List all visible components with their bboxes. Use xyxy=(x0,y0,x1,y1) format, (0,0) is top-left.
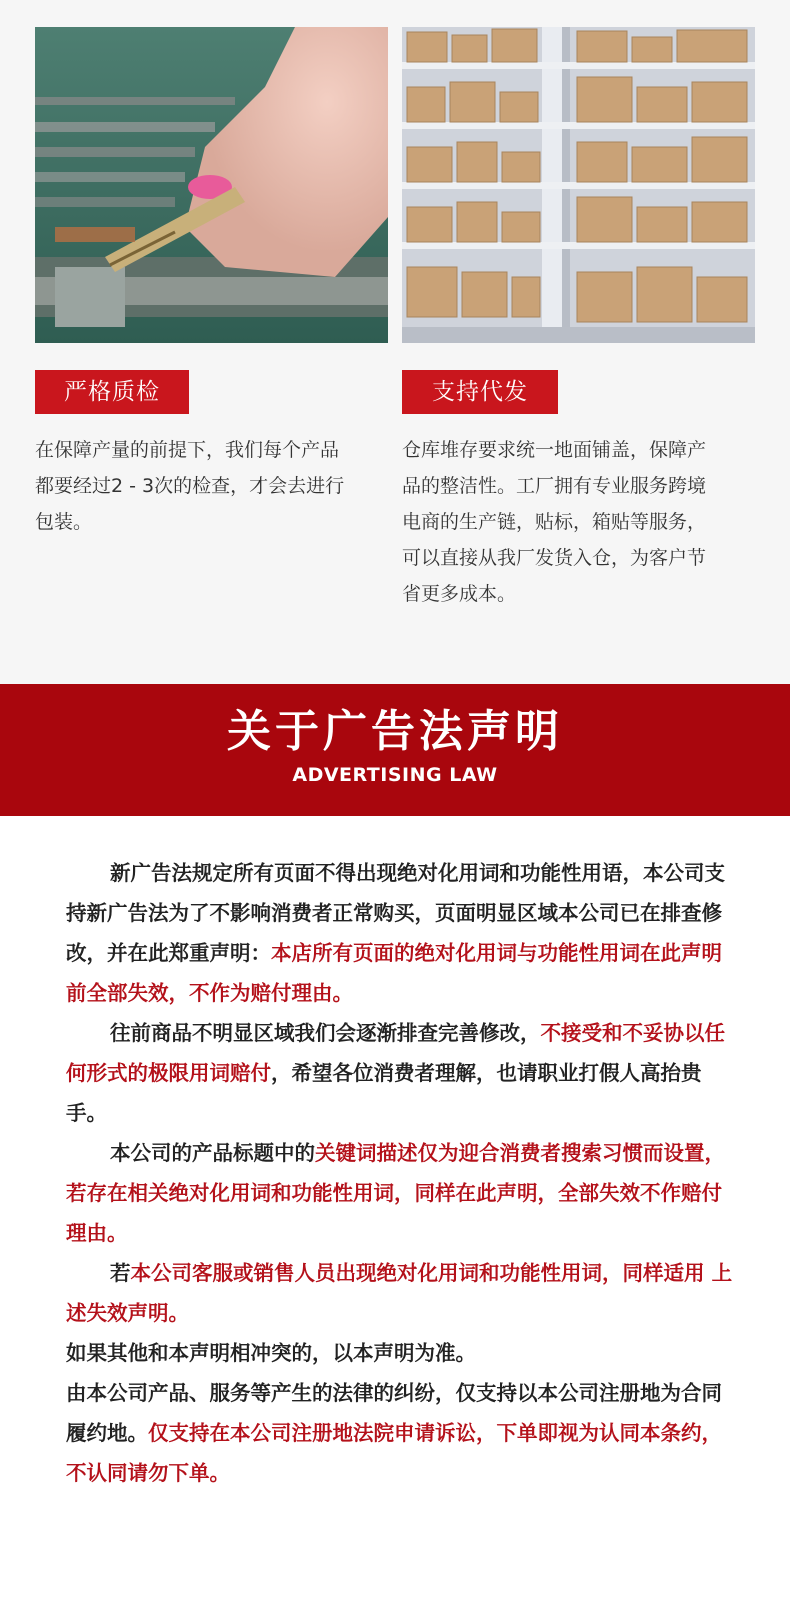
law-p2-text: 往前商品不明显区域我们会逐渐排查完善修改， xyxy=(110,1021,541,1045)
banner-subtitle: ADVERTISING LAW xyxy=(292,764,498,786)
law-p2-text-end: ，希望各位消费者理解，也请职业打假人高抬贵手。 xyxy=(66,1061,702,1125)
law-p4-highlight: 本公司客服或销售人员出现绝对化用词和功能性用词，同样适用 上述失效声明。 xyxy=(66,1261,733,1325)
law-paragraph-5: 如果其他和本声明相冲突的，以本声明为准。 xyxy=(66,1341,476,1365)
law-p1-text: 新广告法规定所有页面不得出现绝对化用词和功能性用语，本公司支持新广告法为了不影响消费者正常购买，页面明显区域本公司已在排查修改，并在此郑重声明： xyxy=(66,861,725,965)
law-paragraph-1 xyxy=(66,853,734,1013)
law-paragraph-3 xyxy=(66,1133,734,1253)
warehouse-photo xyxy=(402,27,755,343)
advertising-law-banner xyxy=(0,684,790,816)
quality-check-text: 在保障产量的前提下，我们每个产品 都要经过2 - 3次的检查，才会去进行 包装。 xyxy=(35,439,345,533)
dropship-text: 仓库堆存要求统一地面铺盖，保障产 品的整洁性。工厂拥有专业服务跨境 电商的生产链，贴标，箱贴等服务， 可以直接从我厂发货入仓，为客户节 省更多成本。 xyxy=(402,439,707,605)
law-statement xyxy=(66,853,734,1493)
dropship-tag: 支持代发 xyxy=(402,370,558,414)
quality-inspection-photo xyxy=(35,27,388,343)
law-p1-highlight: 本店所有页面的绝对化用词与功能性用词在此声明前全部失效，不作为赔付理由。 xyxy=(66,941,722,1005)
law-paragraph-2 xyxy=(66,1013,734,1133)
law-p4-text: 若 xyxy=(110,1261,131,1285)
law-p6-highlight: 仅支持在本公司注册地法院申请诉讼，下单即视为认同本条约，不认同请勿下单。 xyxy=(66,1421,722,1485)
quality-check-card xyxy=(35,27,388,540)
law-paragraph-4 xyxy=(66,1253,734,1333)
features-section xyxy=(0,0,790,684)
dropship-card xyxy=(402,27,755,612)
quality-check-tag: 严格质检 xyxy=(35,370,189,414)
law-p3-highlight: 关键词描述仅为迎合消费者搜索习惯而设置，若存在相关绝对化用词和功能性用词，同样在此声明，全部失效不作赔付理由。 xyxy=(66,1141,725,1245)
law-paragraph-6 xyxy=(66,1373,734,1493)
banner-title: 关于广告法声明 xyxy=(227,706,563,757)
law-p6-text: 由本公司产品、服务等产生的法律的纠纷，仅支持以本公司注册地为合同履约地。 xyxy=(66,1381,722,1445)
law-p3-text: 本公司的产品标题中的 xyxy=(110,1141,315,1165)
law-p2-highlight: 不接受和不妥协以任何形式的极限用词赔付 xyxy=(66,1021,725,1085)
